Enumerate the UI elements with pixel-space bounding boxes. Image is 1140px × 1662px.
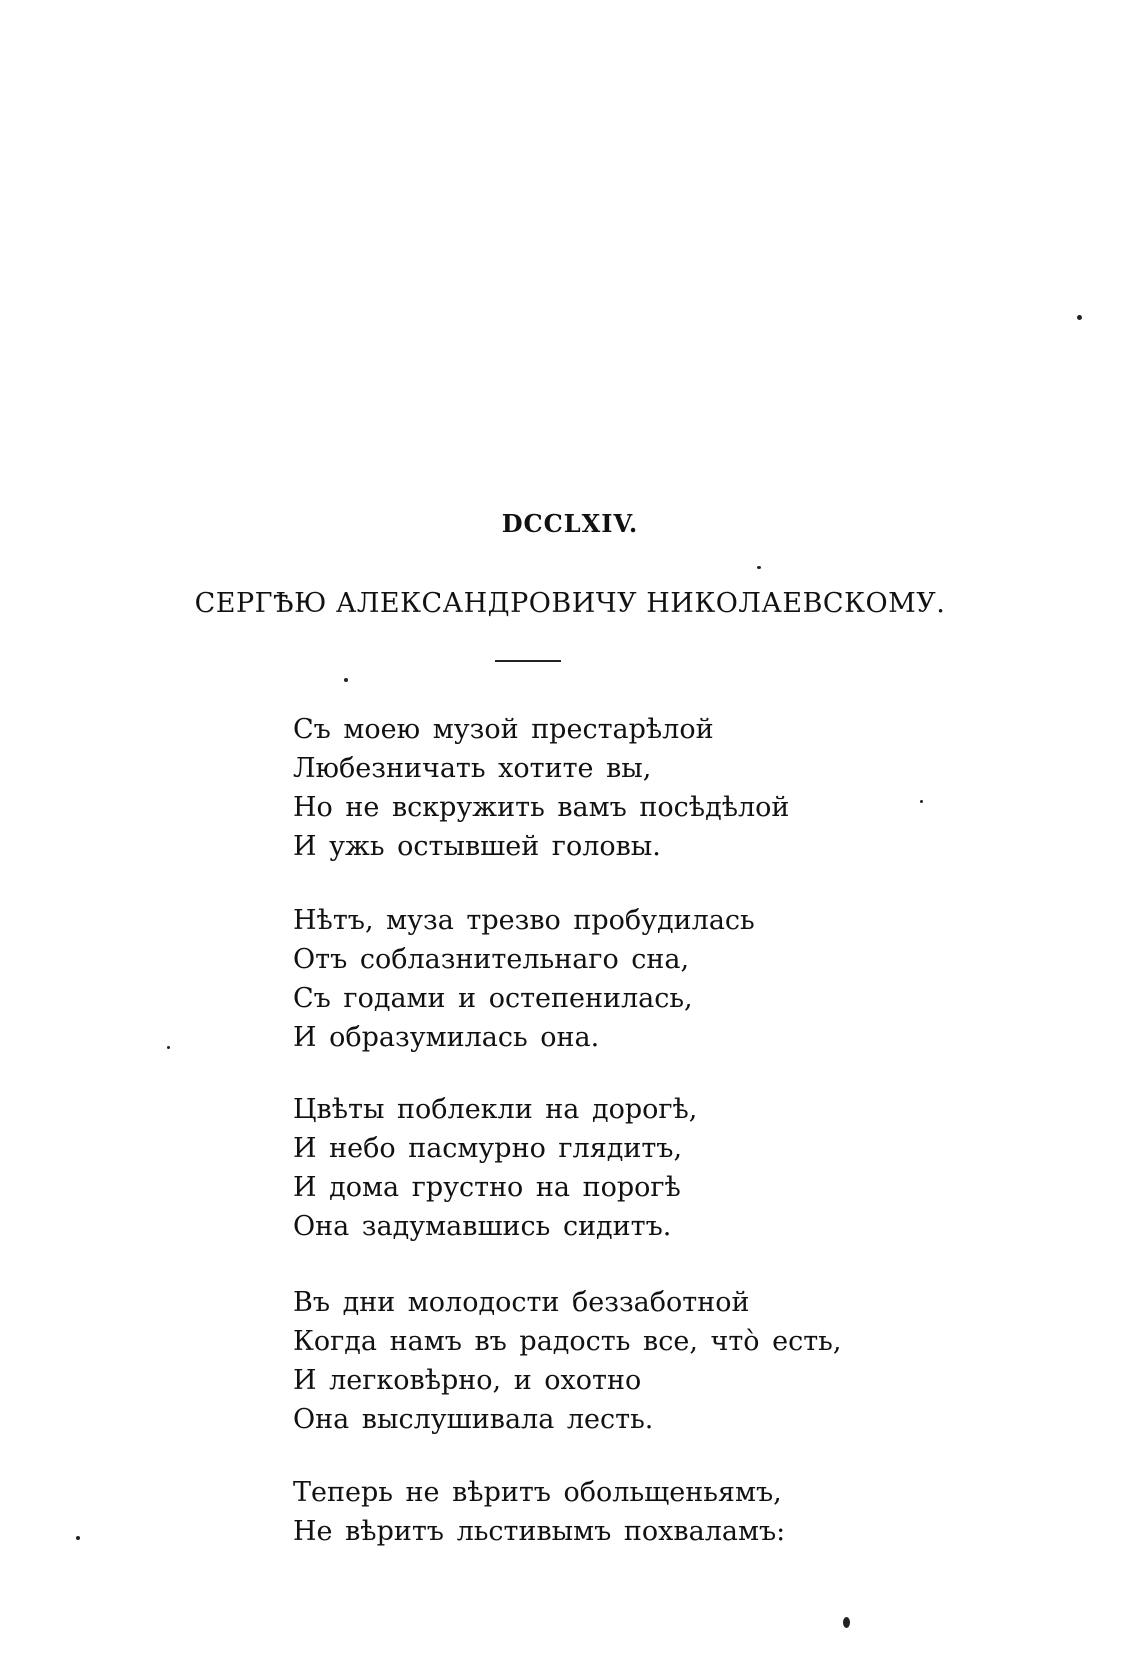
verse-line: Но не вскружить вамъ посѣдѣлой [293, 792, 790, 823]
stanza-1 [293, 710, 913, 866]
verse-line: Съ годами и остепенилась, [293, 983, 693, 1014]
separator-rule [495, 660, 561, 662]
verse-line: Цвѣты поблекли на дорогѣ, [293, 1094, 698, 1125]
stanza-2 [293, 901, 913, 1057]
verse-line: Въ дни молодости беззаботной [293, 1287, 750, 1318]
verse-line: Когда намъ въ радость все, что̀ есть, [293, 1326, 842, 1357]
verse-line: И дома грустно на порогѣ [293, 1172, 681, 1203]
stanza-4 [293, 1283, 913, 1439]
scan-speck [1077, 315, 1082, 320]
stanza-5 [293, 1473, 913, 1551]
verse-line: И образумилась она. [293, 1022, 600, 1053]
verse-line: Теперь не вѣритъ обольщеньямъ, [293, 1477, 782, 1508]
scan-speck [76, 1536, 80, 1540]
verse-line: Нѣтъ, муза трезво пробудилась [293, 905, 755, 936]
scan-speck [167, 1046, 170, 1049]
stanza-3 [293, 1090, 913, 1246]
verse-line: И небо пасмурно глядитъ, [293, 1133, 683, 1164]
scan-speck [843, 1617, 850, 1628]
verse-line: Отъ соблазнительнаго сна, [293, 944, 690, 975]
verse-line: Любезничать хотите вы, [293, 753, 652, 784]
verse-line: И ужь остывшей головы. [293, 831, 661, 862]
verse-line: Съ моею музой престарѣлой [293, 714, 714, 745]
verse-line: Не вѣритъ льстивымъ похваламъ: [293, 1516, 786, 1547]
scan-speck [920, 800, 923, 803]
dedication-title: СЕРГѢЮ АЛЕКСАНДРОВИЧУ НИКОЛАЕВСКОМУ. [194, 588, 946, 619]
scan-speck [757, 566, 761, 569]
poem-number: DCCLXIV. [501, 509, 639, 538]
scan-speck [344, 678, 348, 682]
verse-line: И легковѣрно, и охотно [293, 1365, 642, 1396]
verse-line: Она задумавшись сидитъ. [293, 1211, 672, 1242]
verse-line: Она выслушивала лесть. [293, 1404, 654, 1435]
